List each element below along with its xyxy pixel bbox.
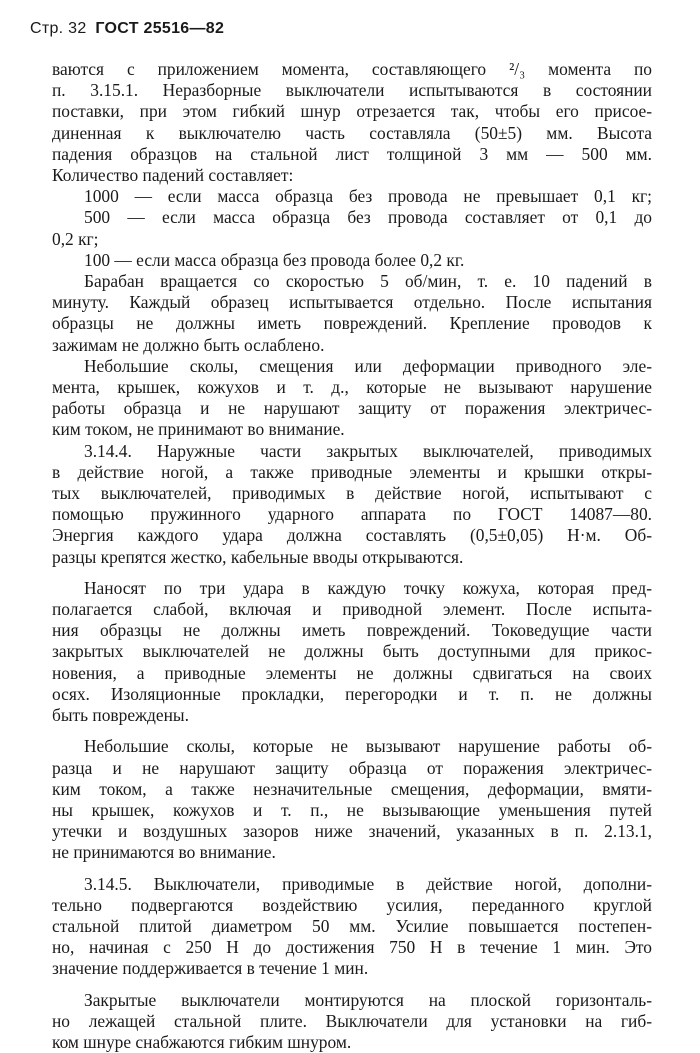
text-line: утечки и воздушных зазоров ниже значений, указанных в п. 2.13.1,	[52, 821, 652, 842]
spacer	[52, 726, 652, 736]
paragraph-3-14-5	[52, 874, 652, 980]
text-line: значение поддерживается в течение 1 мин.	[52, 958, 369, 979]
text-line: 3.14.4. Наружные части закрытых выключателей, приводимых	[84, 440, 652, 461]
text-line: Барабан вращается со скоростью 5 об/мин, т. е. 10 падений в	[84, 271, 652, 292]
spacer	[52, 980, 652, 990]
text-line: ким током, не принимают во внимание.	[52, 419, 345, 440]
drop-count-list	[52, 186, 652, 271]
paragraph-mounting	[52, 990, 652, 1053]
text-line: не принимаются во внимание.	[52, 842, 276, 863]
paragraph-impacts	[52, 578, 652, 726]
text-line: полагается слабой, включая и приводной элемент. После испыта-	[52, 599, 652, 620]
spacer	[52, 864, 652, 874]
paragraph-minor-damage	[52, 356, 652, 441]
text-line: быть повреждены.	[52, 705, 189, 726]
list-item-continuation: 0,2 кг;	[52, 228, 99, 249]
document-body	[52, 59, 652, 1053]
text-line: ны крышек, кожухов и т. п., не вызывающие уменьшения путей	[52, 799, 652, 820]
text-line: 3.14.5. Выключатели, приводимые в действие ногой, дополни-	[84, 873, 652, 894]
paragraph-continuation	[52, 59, 652, 186]
text-line: ваются с приложением момента, составляющего ²/₃ момента по	[52, 59, 652, 79]
text-line: разцы крепятся жестко, кабельные вводы открываются.	[52, 546, 464, 567]
text-line: помощью пружинного ударного аппарата по ГОСТ 14087—80.	[52, 504, 652, 525]
text-line: тых выключателей, приводимых в действие ногой, испытывают с	[52, 483, 652, 504]
text-line: тельно подвергаются воздействию усилия, переданного круглой	[52, 894, 652, 915]
text-line: закрытых выключателей не должны быть доступными для прикос-	[52, 641, 652, 662]
list-item: 500 — если масса образца без провода составляет от 0,1 до	[84, 207, 652, 228]
text-line: мента, крышек, кожухов и т. д., которые не вызывают нарушение	[52, 377, 652, 398]
spacer	[52, 568, 652, 578]
list-item: 1000 — если масса образца без провода не превышает 0,1 кг;	[84, 186, 652, 207]
text-line: разца и не нарушают защиту образца от поражения электричес-	[52, 757, 652, 778]
text-line: Наносят по три удара в каждую точку кожуха, которая пред-	[84, 577, 652, 598]
text-line: диненная к выключателю часть составляла (50±5) мм. Высота	[52, 122, 652, 143]
text-line: Небольшие сколы, которые не вызывают нарушение работы об-	[84, 736, 652, 757]
text-line: минуту. Каждый образец испытывается отдельно. После испытания	[52, 292, 652, 313]
list-item: 100 — если масса образца без провода более 0,2 кг.	[84, 249, 465, 270]
text-line: образцы не должны иметь повреждений. Крепление проводов к	[52, 313, 652, 334]
text-line: но, начиная с 250 Н до достижения 750 Н в течение 1 мин. Это	[52, 937, 652, 958]
text-line: в действие ногой, а также приводные элементы и крышки откры-	[52, 461, 652, 482]
text-line: поставки, при этом гибкий шнур отрезается так, чтобы его присое-	[52, 101, 652, 122]
page-header	[30, 20, 228, 38]
text-line: ния образцы не должны иметь повреждений. Токоведущие части	[52, 620, 652, 641]
page-number: Стр. 32	[30, 20, 87, 37]
paragraph-minor-chips	[52, 736, 652, 863]
text-line: зажимам не должно быть ослаблено.	[52, 334, 325, 355]
text-line: Количество падений составляет:	[52, 165, 294, 186]
text-line: работы образца и не нарушают защиту от поражения электричес-	[52, 398, 652, 419]
paragraph-drum	[52, 271, 652, 356]
text-line: Энергия каждого удара должна составлять (0,5±0,05) Н·м. Об-	[52, 525, 652, 546]
text-line: осях. Изоляционные прокладки, перегородки и т. п. не должны	[52, 683, 652, 704]
text-line: но лежащей стальной плите. Выключатели для установки на гиб-	[52, 1010, 652, 1031]
text-line: стальной плитой диаметром 50 мм. Усилие повышается постепен-	[52, 915, 652, 936]
text-line: ком шнуре снабжаются гибким шнуром.	[52, 1031, 352, 1052]
text-line: новения, а приводные элементы не должны сдвигаться на своих	[52, 662, 652, 683]
standard-code: ГОСТ 25516—82	[95, 20, 225, 37]
text-line: Небольшие сколы, смещения или деформации приводного эле-	[84, 355, 652, 376]
text-line: падения образцов на стальной лист толщиной 3 мм — 500 мм.	[52, 143, 652, 164]
text-line: Закрытые выключатели монтируются на плоской горизонталь-	[84, 989, 652, 1010]
text-line: п. 3.15.1. Неразборные выключатели испытываются в состоянии	[52, 80, 652, 101]
paragraph-3-14-4	[52, 441, 652, 568]
text-line: ким током, а также незначительные смещения, деформации, вмяти-	[52, 778, 652, 799]
